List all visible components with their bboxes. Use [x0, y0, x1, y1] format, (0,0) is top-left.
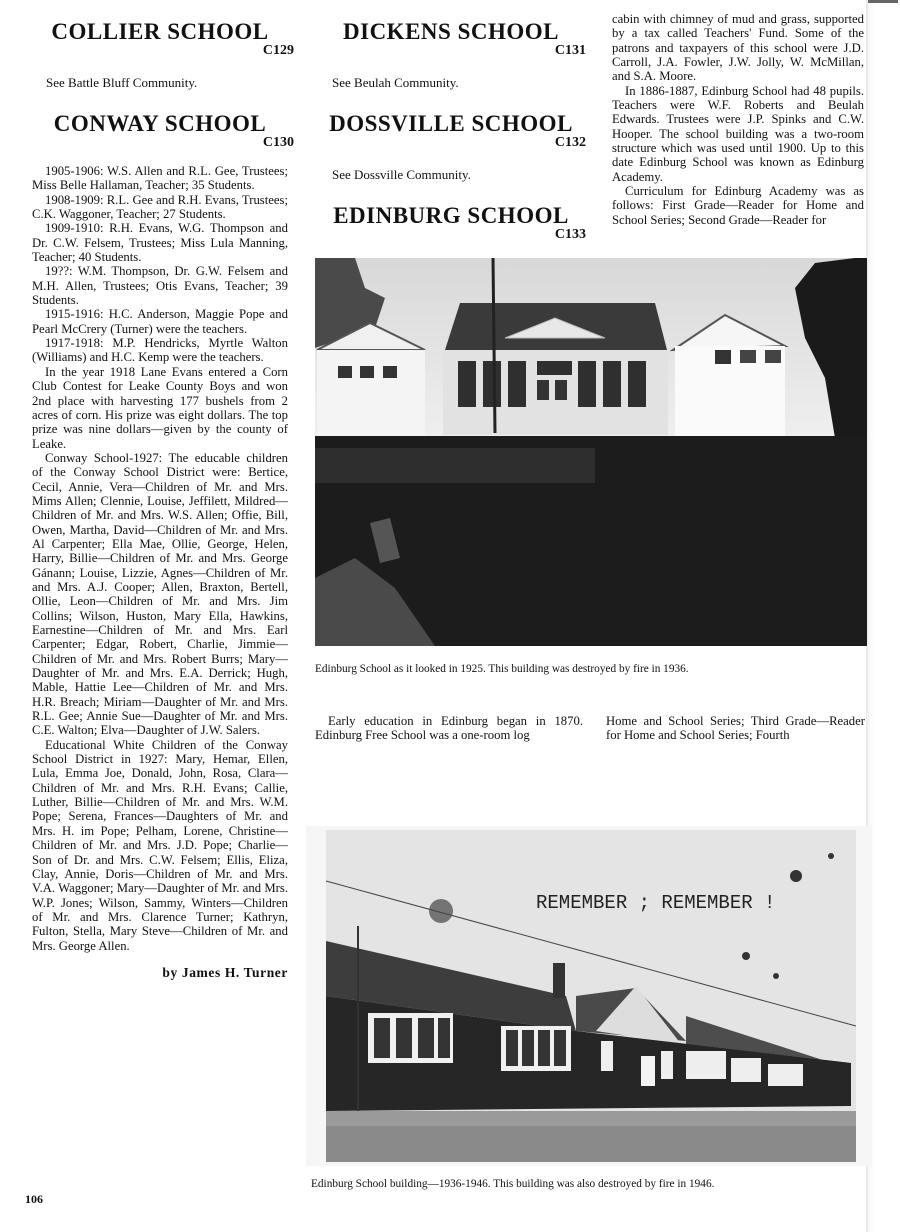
- photo-caption-1936-1946: Edinburg School building—1936-1946. This building was also destroyed by fire in 1946.: [311, 1178, 715, 1190]
- conway-body: [32, 164, 288, 953]
- edinburg-paragraph: Early education in Edinburg began in 1870. Edinburg Free School was a one-room log: [315, 714, 583, 743]
- edinburg-text-lower-left: [315, 714, 583, 743]
- edinburg-paragraph: In 1886-1887, Edinburg School had 48 pupils. Teachers were W.F. Roberts and Beulah Edwards. Trustees were J.P. Spinks and C.W. Hooper. The school building was a two-room structure which was used until 1900. Up to this date Edinburg School was known as Edinburg Academy.: [612, 83, 864, 184]
- column-middle: [316, 0, 586, 242]
- heading-dossville-school: DOSSVILLE SCHOOL: [329, 111, 573, 136]
- conway-paragraph: 1908-1909: R.L. Gee and R.H. Evans, Trustees; C.K. Waggoner, Teacher; 27 Students.: [32, 192, 288, 222]
- edinburg-text-top-right: [612, 12, 864, 227]
- conway-paragraph: Educational White Children of the Conway School District in 1927: Mary, Hemar, Ellen, Lula, Emma Joe, Donald, John, Rosa, Clara—Children of Mr. and Mrs. R.H. Evans; Callie, Luther, Billie—Children of Mr. and Mrs. W.M. Pope; Serena, Frances—Daughters of Mr. and Mrs. H. im Pope; Pelham, Lorene, Christine—Children of Mr. and Mrs. J.D. Pope; Charlie—Son of Dr. and Mrs. C.W. Felsem; Ellis, Eliza, Clay, Annie, Doris—Children of Mr. and Mrs. V.A. Waggoner; Mary—Daughter of Mr. and Mrs. W.P. Jones; Wilson, Sammy, Winters—Children of Mr. and Mrs. Clarence Turner; Kathryn, Fulton, Stella, Mary Steve—Children of Mr. and Mrs. George Allen.: [32, 737, 288, 953]
- conway-paragraph: 1905-1906: W.S. Allen and R.L. Gee, Trustees; Miss Belle Hallaman, Teacher; 35 Students.: [32, 164, 288, 193]
- edinburg-paragraph: cabin with chimney of mud and grass, supported by a tax called Teachers' Fund. Some of the patrons and taxpayers of this school were J.D. Carroll, J.A. Fowler, J.W. Jolly, W. McMillan, and S.A. Moore.: [612, 12, 864, 84]
- edinburg-text-lower-right: [606, 714, 865, 743]
- edinburg-paragraph: Curriculum for Edinburg Academy was as follows: First Grade—Reader for Home and School Series; Second Grade—Reader for: [612, 184, 864, 227]
- school-building-1936-image: [306, 826, 872, 1166]
- code-c132: C132: [554, 135, 586, 150]
- heading-collier-school: COLLIER SCHOOL: [51, 19, 269, 44]
- dossville-see-reference: See Dossville Community.: [332, 167, 471, 182]
- code-c130: C130: [262, 135, 294, 150]
- code-c133: C133: [554, 227, 586, 242]
- code-c131: C131: [554, 43, 586, 58]
- conway-paragraph: 1909-1910: R.H. Evans, W.G. Thompson and Dr. C.W. Felsem, Trustees; Miss Lula Manning, Teacher; 40 Students.: [32, 221, 288, 265]
- conway-paragraph: Conway School-1927: The educable children of the Conway School District were: Bertice, Cecil, Annie, Vera—Children of Mr. and Mrs. Mims Allen; Clennie, Louise, Jeffilett, Mildred—Children of Mr. and Mrs. W.S. Allen; Offie, Bill, Owen, Martha, David—Children of Mr. and Mrs. Al Carpenter; Ella Mae, Ollie, George, Helen, Harry, Billie—Children of Mr. and Mrs. George Gánann; Louise, Lizzie, Agnes—Children of Mr. and Mrs. A.J. Cooper; Allen, Braxton, Bertell, Ollie, Leon—Children of Mr. and Mrs. Jim Collins; Wilson, Huston, Mary Ella, Hawkins, Earnestine—Children of Mr. and Mrs. Earl Carpenter; Edgar, Robert, Charlie, Jimmie—Children of Mr. and Mrs. Robert Burrs; Mary—Daughter of Mr. and Mrs. E.A. Derrick; Hugh, Mable, Hattie Lee—Children of Mr. and Mrs. H.R. Breach; Miriam—Daughter of Mr. and Mrs. R.L. Gee; Annie Sue—Daughter of Mr. and Mrs. C.E. Walton; Elva—Daughter of J.W. Salers.: [32, 450, 288, 738]
- photo-edinburg-school-1936-1946: [306, 826, 872, 1166]
- byline: by James H. Turner: [162, 964, 288, 980]
- photo-edinburg-school-1925: [315, 258, 867, 646]
- conway-paragraph: 19??: W.M. Thompson, Dr. G.W. Felsem and M.H. Allen, Trustees; Otis Evans, Teacher; 39 Students.: [32, 264, 288, 308]
- conway-paragraph: 1917-1918: M.P. Hendricks, Myrtle Walton (Williams) and H.C. Kemp were the teachers.: [32, 336, 288, 365]
- code-c129: C129: [262, 43, 294, 58]
- photo-overlay-text: REMEMBER ; REMEMBER !: [536, 892, 776, 914]
- heading-edinburg-school: EDINBURG SCHOOL: [333, 203, 569, 228]
- heading-conway-school: CONWAY SCHOOL: [53, 111, 267, 136]
- school-building-1925-image: [315, 258, 867, 646]
- page-edge-mark: [868, 0, 898, 3]
- column-left: [32, 0, 294, 981]
- conway-paragraph: 1915-1916: H.C. Anderson, Maggie Pope and Pearl McCrery (Turner) were the teachers.: [32, 307, 288, 336]
- page-number: 106: [25, 1192, 43, 1206]
- dickens-see-reference: See Beulah Community.: [332, 75, 459, 90]
- conway-paragraph: In the year 1918 Lane Evans entered a Corn Club Contest for Leake County Boys and won 2nd place with harvesting 177 bushels from 2 acres of corn. His prize was eight dollars. The top prize was nine dollars—given by the county of Leake.: [32, 364, 288, 451]
- collier-see-reference: See Battle Bluff Community.: [46, 75, 198, 90]
- photo-caption-1925: Edinburg School as it looked in 1925. This building was destroyed by fire in 1936.: [315, 663, 689, 675]
- heading-dickens-school: DICKENS SCHOOL: [343, 19, 559, 44]
- edinburg-paragraph: Home and School Series; Third Grade—Reader for Home and School Series; Fourth: [606, 714, 865, 743]
